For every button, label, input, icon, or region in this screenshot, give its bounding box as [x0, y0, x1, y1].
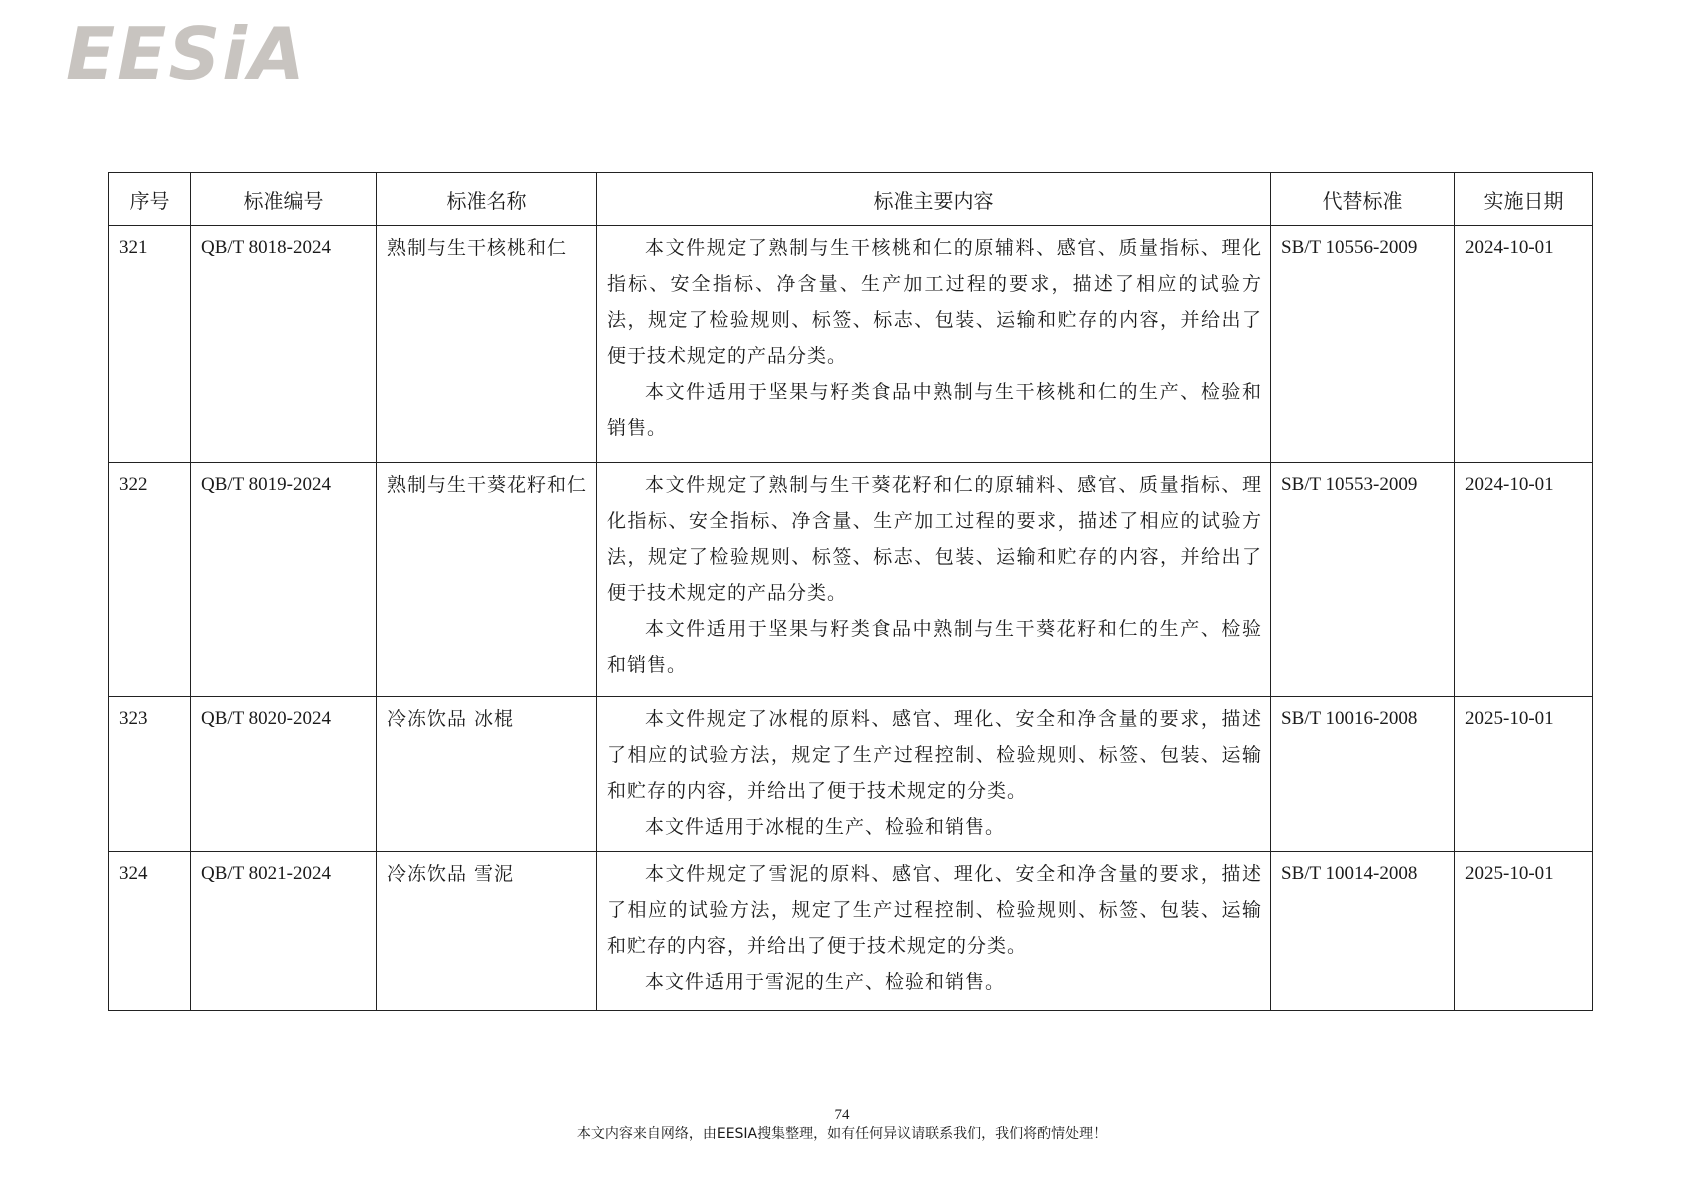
cell-name: 冷冻饮品 雪泥 [377, 852, 597, 1011]
cell-seq: 321 [109, 226, 191, 463]
cell-content [597, 463, 1271, 697]
table-row [109, 463, 1593, 697]
content-paragraph: 本文件规定了雪泥的原料、感官、理化、安全和净含量的要求，描述了相应的试验方法，规定了生产过程控制、检验规则、标签、包装、运输和贮存的内容，并给出了便于技术规定的分类。 [607, 863, 1262, 957]
cell-code: QB/T 8019-2024 [191, 463, 377, 697]
table-row [109, 852, 1593, 1011]
standards-table [108, 172, 1593, 1011]
cell-replace: SB/T 10014-2008 [1271, 852, 1455, 1011]
content-paragraph: 本文件适用于冰棍的生产、检验和销售。 [645, 816, 1006, 838]
header-code: 标准编号 [191, 173, 377, 226]
cell-seq: 322 [109, 463, 191, 697]
cell-code: QB/T 8018-2024 [191, 226, 377, 463]
cell-content [597, 226, 1271, 463]
cell-name: 熟制与生干葵花籽和仁 [377, 463, 597, 697]
content-paragraph: 本文件适用于坚果与籽类食品中熟制与生干葵花籽和仁的生产、检验和销售。 [607, 618, 1262, 676]
header-date: 实施日期 [1455, 173, 1593, 226]
page-number: 74 [834, 1107, 850, 1123]
eesia-logo: EESiA [66, 12, 307, 96]
header-replace: 代替标准 [1271, 173, 1455, 226]
table-row [109, 226, 1593, 463]
table-row [109, 697, 1593, 852]
cell-code: QB/T 8021-2024 [191, 852, 377, 1011]
cell-date: 2025-10-01 [1455, 852, 1593, 1011]
content-paragraph: 本文件规定了熟制与生干核桃和仁的原辅料、感官、质量指标、理化指标、安全指标、净含量、生产加工过程的要求，描述了相应的试验方法，规定了检验规则、标签、标志、包装、运输和贮存的内容，并给出了便于技术规定的产品分类。 [607, 237, 1262, 367]
cell-content [597, 852, 1271, 1011]
cell-replace: SB/T 10556-2009 [1271, 226, 1455, 463]
cell-seq: 323 [109, 697, 191, 852]
table-header-row [109, 173, 1593, 226]
content-paragraph: 本文件规定了冰棍的原料、感官、理化、安全和净含量的要求，描述了相应的试验方法，规定了生产过程控制、检验规则、标签、包装、运输和贮存的内容，并给出了便于技术规定的分类。 [607, 708, 1262, 802]
cell-seq: 324 [109, 852, 191, 1011]
cell-replace: SB/T 10553-2009 [1271, 463, 1455, 697]
cell-name: 熟制与生干核桃和仁 [377, 226, 597, 463]
content-paragraph: 本文件适用于坚果与籽类食品中熟制与生干核桃和仁的生产、检验和销售。 [607, 381, 1262, 439]
cell-date: 2024-10-01 [1455, 226, 1593, 463]
cell-replace: SB/T 10016-2008 [1271, 697, 1455, 852]
footer-notice: 本文内容来自网络，由EESIA搜集整理，如有任何异议请联系我们，我们将酌情处理！ [576, 1126, 1108, 1142]
cell-date: 2025-10-01 [1455, 697, 1593, 852]
cell-content [597, 697, 1271, 852]
header-name: 标准名称 [377, 173, 597, 226]
content-paragraph: 本文件适用于雪泥的生产、检验和销售。 [645, 971, 1006, 993]
cell-code: QB/T 8020-2024 [191, 697, 377, 852]
cell-date: 2024-10-01 [1455, 463, 1593, 697]
content-paragraph: 本文件规定了熟制与生干葵花籽和仁的原辅料、感官、质量指标、理化指标、安全指标、净含量、生产加工过程的要求，描述了相应的试验方法，规定了检验规则、标签、标志、包装、运输和贮存的内容，并给出了便于技术规定的产品分类。 [607, 474, 1262, 604]
header-content: 标准主要内容 [597, 173, 1271, 226]
header-seq: 序号 [109, 173, 191, 226]
cell-name: 冷冻饮品 冰棍 [377, 697, 597, 852]
